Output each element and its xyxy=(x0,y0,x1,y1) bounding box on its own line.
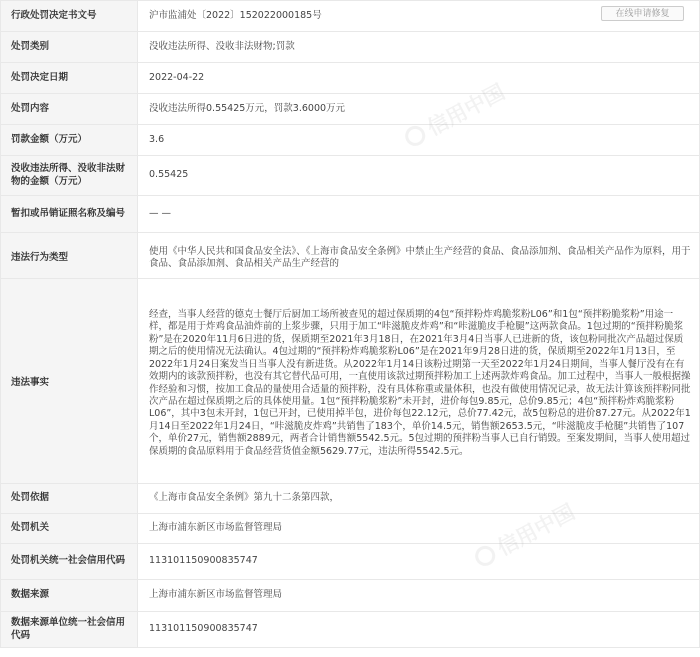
watermark-text: 信用中国 xyxy=(423,79,509,141)
value-penalty-category: 没收违法所得、没收非法财物;罚款 xyxy=(138,32,700,63)
value-violation-facts: 经查，当事人经营的德克士餐厅后厨加工场所被查见的超过保质期的4包“预拌粉炸鸡脆浆粉L06”和1包“预拌粉脆浆粉”用途一样，都是用于炸鸡食品油炸前的上浆步骤，只用于加工“咔滋脆皮炸鸡”和“咔滋脆皮手枪腿”这两款食品。1包过期的“预拌粉脆浆粉”是在2020年11月6日进的货，保质期至2021年3月18日，在2021年3月4日当事人已进新的货，该包粉同批次产品超过保质期之后的使用情况无法确认。4包过期的“预拌粉炸鸡脆浆粉L06”是在2021年9月28日进的货，保质期至2022年1月13日，至2022年1月24日案发当日当事人没有新进货。从2022年1月14日该粉过期第一天至2022年1月24日期间，当事人餐厅没有在有效期内的该款预拌粉，也没有其它替代品可用，一直使用该款过期预拌粉加工上述两款炸鸡食品。加工过程中，当事人一般根据操作经验和习惯，按加工食品的量使用合适量的预拌粉，没有具体称重或量体积，也没有做使用情况记录，故无法计算该预拌粉同批次产品在超过保质期之后的具体使用量。1包“预拌粉脆浆粉”未开封，进价每包9.85元，总价9.85元；4包“预拌粉炸鸡脆浆粉L06”，其中3包未开封，1包已开封，已使用掉半包，进价每包22.12元，总价77.42元，故5包粉总的进价87.27元。从2022年1月14日至2022年1月24日，“咔滋脆皮炸鸡”共销售了183个，单价14.5元，销售额2653.5元，“咔滋脆皮手枪腿”共销售了107个，单价27元，销售额2889元，两者合计销售额5542.5元。5包过期的预拌粉当事人已自行销毁。至案发期间，当事人使用超过保质期的食品原料用于食品经营货值金额5629.77元，违法所得5542.5元。 xyxy=(138,279,700,484)
row-data-source xyxy=(1,580,700,612)
value-decision-number-cell xyxy=(138,1,700,32)
label-decision-date: 处罚决定日期 xyxy=(1,63,138,94)
label-authority-credit-code: 处罚机关统一社会信用代码 xyxy=(1,544,138,580)
watermark-text: 信用中国 xyxy=(493,499,579,561)
label-penalty-content: 处罚内容 xyxy=(1,94,138,125)
label-violation-facts: 违法事实 xyxy=(1,279,138,484)
label-source-credit-code: 数据来源单位统一社会信用代码 xyxy=(1,612,138,648)
value-penalty-content: 没收违法所得0.55425万元，罚款3.6000万元 xyxy=(138,94,700,125)
row-confiscated-amount xyxy=(1,156,700,196)
value-penalty-authority: 上海市浦东新区市场监督管理局 xyxy=(138,514,700,544)
value-source-credit-code: 113101150900835747 xyxy=(138,612,700,648)
value-penalty-basis: 《上海市食品安全条例》第九十二条第四款， xyxy=(138,484,700,514)
label-decision-number: 行政处罚决定书文号 xyxy=(1,1,138,32)
value-data-source: 上海市浦东新区市场监督管理局 xyxy=(138,580,700,612)
row-penalty-basis xyxy=(1,484,700,514)
row-decision-date xyxy=(1,63,700,94)
label-penalty-authority: 处罚机关 xyxy=(1,514,138,544)
label-penalty-basis: 处罚依据 xyxy=(1,484,138,514)
value-violation-type: 使用《中华人民共和国食品安全法》、《上海市食品安全条例》中禁止生产经营的食品、食品添加剂、食品相关产品作为原料，用于食品、食品添加剂、食品相关产品生产经营的 xyxy=(138,233,700,279)
row-penalty-category xyxy=(1,32,700,63)
label-data-source: 数据来源 xyxy=(1,580,138,612)
value-authority-credit-code: 113101150900835747 xyxy=(138,544,700,580)
row-violation-facts xyxy=(1,279,700,484)
label-confiscated-amount: 没收违法所得、没收非法财物的金额（万元） xyxy=(1,156,138,196)
value-decision-number: 沪市监浦处〔2022〕152022000185号 xyxy=(149,9,322,21)
label-violation-type: 违法行为类型 xyxy=(1,233,138,279)
label-fine-amount: 罚款金额（万元） xyxy=(1,125,138,156)
row-license-revoked xyxy=(1,196,700,233)
value-decision-date: 2022-04-22 xyxy=(138,63,700,94)
value-confiscated-amount: 0.55425 xyxy=(138,156,700,196)
value-fine-amount: 3.6 xyxy=(138,125,700,156)
row-penalty-authority xyxy=(1,514,700,544)
value-license-revoked: — — xyxy=(138,196,700,233)
label-license-revoked: 暂扣或吊销证照名称及编号 xyxy=(1,196,138,233)
apply-repair-button[interactable]: 在线申请修复 xyxy=(601,6,684,21)
row-decision-number xyxy=(1,1,700,32)
row-penalty-content xyxy=(1,94,700,125)
row-violation-type xyxy=(1,233,700,279)
row-authority-credit-code xyxy=(1,544,700,580)
row-fine-amount xyxy=(1,125,700,156)
row-source-credit-code xyxy=(1,612,700,648)
label-penalty-category: 处罚类别 xyxy=(1,32,138,63)
